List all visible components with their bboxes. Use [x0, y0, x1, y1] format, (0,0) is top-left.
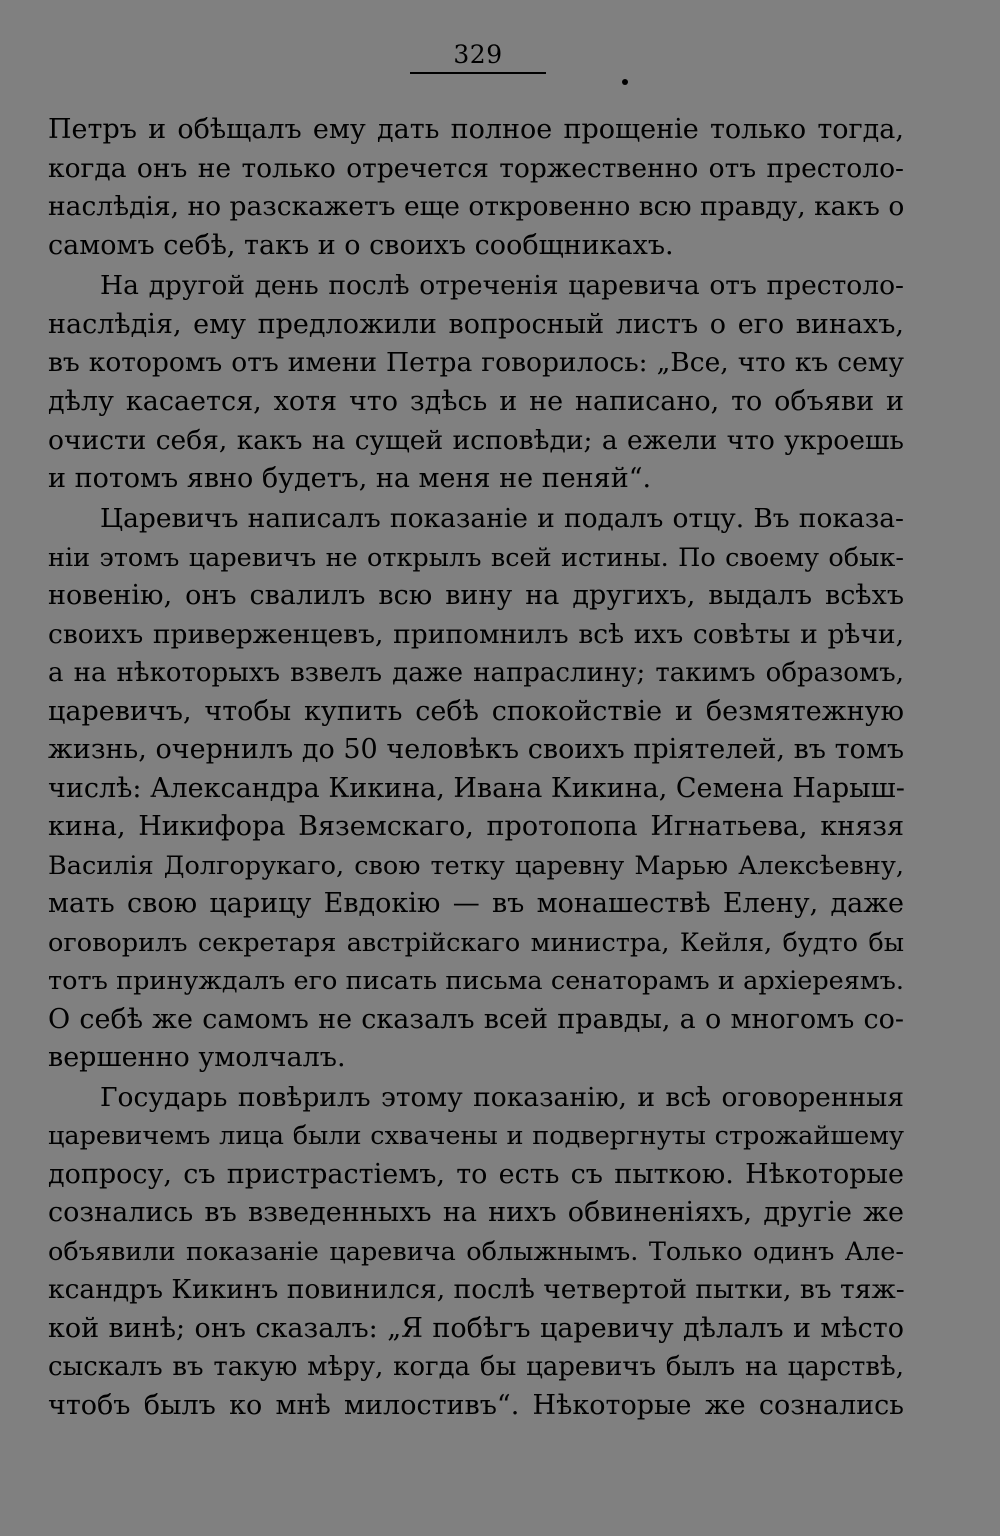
text-line: и потомъ явно будетъ, на меня не пеняй“. [48, 463, 652, 494]
text-line: оговорилъ секретаря австрійскаго министра, Кейля, будто бы [48, 928, 904, 958]
text-line: въ которомъ отъ имени Петра говорилось: „Все, что къ сему [48, 347, 904, 378]
text-line: тотъ принуждалъ его писать письма сенаторамъ и архіереямъ. [48, 966, 904, 996]
text-line: самомъ себѣ, такъ и о своихъ сообщникахъ. [48, 230, 674, 261]
text-line: своихъ приверженцевъ, припомнилъ всѣ ихъ совѣты и рѣчи, [48, 619, 904, 650]
text-line: Царевичъ написалъ показаніе и подалъ отцу. Въ показа- [100, 503, 904, 534]
text-line: жизнь, очернилъ до 50 человѣкъ своихъ пріятелей, въ томъ [48, 734, 904, 765]
text-line: Петръ и обѣщалъ ему дать полное прощеніе только тогда, [48, 114, 904, 145]
text-line: мать свою царицу Евдокію — въ монашествѣ Елену, даже [48, 888, 904, 919]
text-line: вершенно умолчалъ. [48, 1042, 346, 1073]
text-line: царевичемъ лица были схвачены и подвергнуты строжайшему [48, 1121, 904, 1151]
text-line: кина, Никифора Вяземскаго, протопопа Игнатьева, князя [48, 811, 904, 842]
text-line: наслѣдія, но разскажетъ еще откровенно всю правду, какъ о [48, 191, 905, 222]
text-line: сознались въ взведенныхъ на нихъ обвиненіяхъ, другіе же [48, 1197, 904, 1228]
text-line: О себѣ же самомъ не сказалъ всей правды, а о многомъ со- [48, 1004, 904, 1035]
text-line: а на нѣкоторыхъ взвелъ даже напраслину; такимъ образомъ, [48, 658, 904, 688]
text-line: допросу, съ пристрастіемъ, то есть съ пыткою. Нѣкоторые [48, 1159, 904, 1190]
page-header [410, 40, 546, 70]
text-line: очисти себя, какъ на сущей исповѣди; а ежели что укроешь [48, 425, 904, 456]
text-line: кой винѣ; онъ сказалъ: „Я побѣгъ царевичу дѣлалъ и мѣсто [48, 1313, 904, 1344]
text-line: числѣ: Александра Кикина, Ивана Кикина, Семена Нарыш- [48, 773, 905, 804]
text-line: новенію, онъ свалилъ всю вину на другихъ, выдалъ всѣхъ [48, 580, 904, 611]
page-number: 329 [453, 40, 503, 69]
text-line: ксандръ Кикинъ повинился, послѣ четвертой пытки, въ тяж- [48, 1274, 905, 1305]
text-line: На другой день послѣ отреченія царевича отъ престоло- [100, 270, 904, 301]
text-line: сыскалъ въ такую мѣру, когда бы царевичъ былъ на царствѣ, [48, 1352, 904, 1382]
text-line: Государь повѣрилъ этому показанію, и всѣ оговоренныя [100, 1082, 904, 1113]
text-line: наслѣдія, ему предложили вопросный листъ о его винахъ, [48, 309, 904, 340]
text-line: Василія Долгорукаго, свою тетку царевну Марью Алексѣевну, [48, 851, 904, 881]
text-line: дѣлу касается, хотя что здѣсь и не написано, то объяви и [48, 386, 904, 417]
header-rule [410, 72, 546, 74]
text-line: когда онъ не только отречется торжественно отъ престоло- [48, 153, 904, 184]
text-line: объявили показаніе царевича облыжнымъ. Только одинъ Але- [48, 1237, 904, 1267]
text-line: чтобъ былъ ко мнѣ милостивъ“. Нѣкоторые же сознались [48, 1390, 904, 1421]
text-line: ніи этомъ царевичъ не открылъ всей истины. По своему обык- [48, 543, 904, 573]
text-line: царевичъ, чтобы купить себѣ спокойствіе и безмятежную [48, 696, 904, 727]
ink-dot [622, 79, 628, 85]
